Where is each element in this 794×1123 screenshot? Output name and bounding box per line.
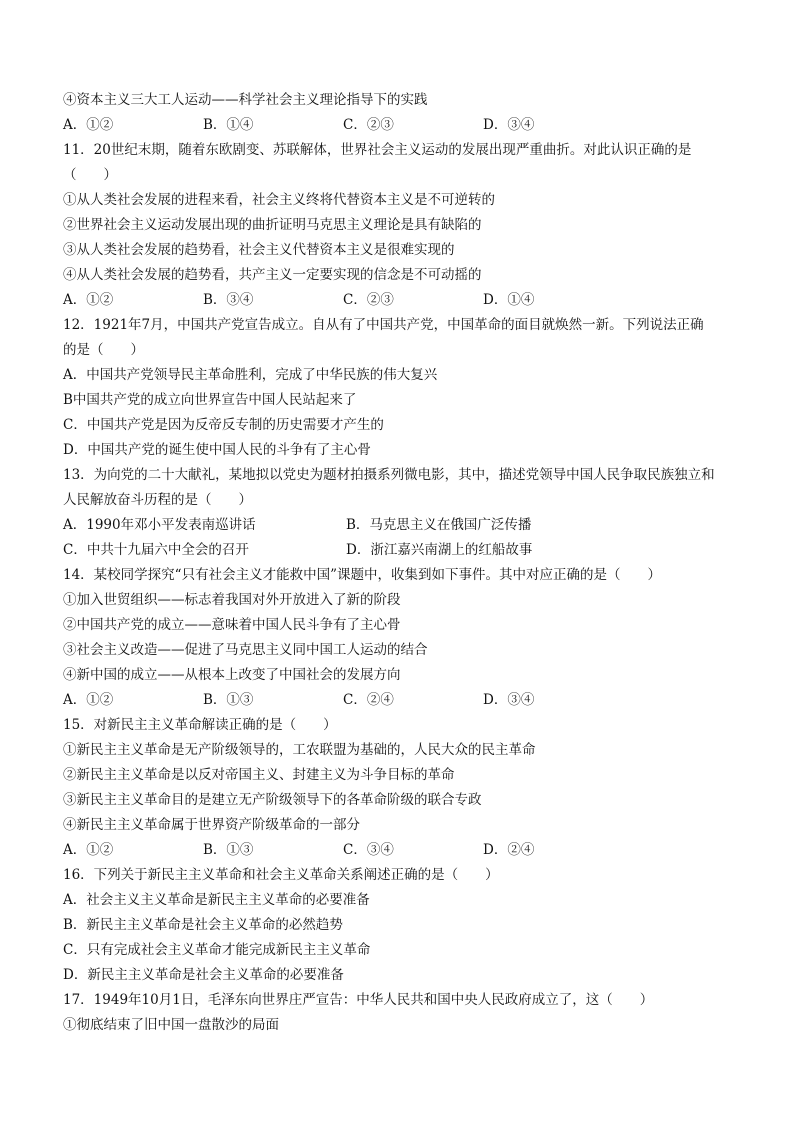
statement: ③社会主义改造——促进了马克思主义同中国工人运动的结合	[63, 642, 428, 658]
question-13: 13．为向党的二十大献礼，某地拟以党史为题材拍摄系列微电影，其中，描述党领导中国人民争取民族独立和	[63, 467, 715, 483]
question-12-cont: 的是（ ）	[63, 342, 144, 358]
option-d: D．③④	[483, 692, 535, 708]
option-a: A．中国共产党领导民主革命胜利，完成了中华民族的伟大复兴	[63, 367, 438, 383]
option-c: C．只有完成社会主义革命才能完成新民主主义革命	[63, 942, 371, 958]
option-b: B．③④	[203, 292, 254, 308]
answer-bracket: （ ）	[63, 167, 117, 183]
statement: ①彻底结束了旧中国一盘散沙的局面	[63, 1017, 279, 1033]
option-d: D．中国共产党的诞生使中国人民的斗争有了主心骨	[63, 442, 371, 458]
statement: ④新中国的成立——从根本上改变了中国社会的发展方向	[63, 667, 401, 683]
question-11: 11．20世纪末期，随着东欧剧变、苏联解体，世界社会主义运动的发展出现严重曲折。对此认识正确的是	[63, 142, 692, 158]
option-c: C．②④	[343, 692, 394, 708]
option-c: C．②③	[343, 117, 394, 133]
option-c: C．②③	[343, 292, 394, 308]
option-c: C．中国共产党是因为反帝反专制的历史需要才产生的	[63, 417, 384, 433]
option-d: D．②④	[483, 842, 535, 858]
statement: ②世界社会主义运动发展出现的曲折证明马克思主义理论是具有缺陷的	[63, 217, 482, 233]
statement: ③新民主主义革命目的是建立无产阶级领导下的各革命阶级的联合专政	[63, 792, 482, 808]
option-a: A．①②	[63, 292, 114, 308]
option-d: D．①④	[483, 292, 535, 308]
question-14: 14．某校同学探究“只有社会主义才能救中国”课题中，收集到如下事件。其中对应正确的是（ ）	[63, 567, 661, 583]
option-b: B．①③	[203, 692, 254, 708]
question-13-cont: 人民解放奋斗历程的是（ ）	[63, 492, 252, 508]
option-a: A．1990年邓小平发表南巡讲话	[63, 517, 256, 533]
statement: ④新民主主义革命属于世界资产阶级革命的一部分	[63, 817, 360, 833]
option-b: B．①③	[203, 842, 254, 858]
question-17: 17．1949年10月1日，毛泽东向世界庄严宣告：中华人民共和国中央人民政府成立了，这（ ）	[63, 992, 654, 1008]
option-c: C．中共十九届六中全会的召开	[63, 542, 249, 558]
statement: ②新民主主义革命是以反对帝国主义、封建主义为斗争目标的革命	[63, 767, 455, 783]
option-a: A．①②	[63, 692, 114, 708]
statement: ①加入世贸组织——标志着我国对外开放进入了新的阶段	[63, 592, 401, 608]
statement: ①从人类社会发展的进程来看，社会主义终将代替资本主义是不可逆转的	[63, 192, 495, 208]
option-d: D．③④	[483, 117, 535, 133]
option-b: B．马克思主义在俄国广泛传播	[346, 517, 532, 533]
text-line: ④资本主义三大工人运动——科学社会主义理论指导下的实践	[63, 92, 428, 108]
statement: ④从人类社会发展的趋势看，共产主义一定要实现的信念是不可动摇的	[63, 267, 482, 283]
option-a: A．①②	[63, 842, 114, 858]
question-12: 12．1921年7月，中国共产党宣告成立。自从有了中国共产党，中国革命的面目就焕然一新。下列说法正确	[63, 317, 704, 333]
option-d: D．浙江嘉兴南湖上的红船故事	[346, 542, 533, 558]
statement: ③从人类社会发展的趋势看，社会主义代替资本主义是很难实现的	[63, 242, 455, 258]
option-c: C．③④	[343, 842, 394, 858]
statement: ②中国共产党的成立——意味着中国人民斗争有了主心骨	[63, 617, 401, 633]
statement: ①新民主主义革命是无产阶级领导的，工农联盟为基础的，人民大众的民主革命	[63, 742, 536, 758]
option-b: B中国共产党的成立向世界宣告中国人民站起来了	[63, 392, 357, 408]
option-a: A．①②	[63, 117, 114, 133]
question-16: 16．下列关于新民主主义革命和社会主义革命关系阐述正确的是（ ）	[63, 867, 499, 883]
option-d: D．新民主主义革命是社会主义革命的必要准备	[63, 967, 344, 983]
option-b: B．新民主主义革命是社会主义革命的必然趋势	[63, 917, 343, 933]
option-b: B．①④	[203, 117, 254, 133]
option-a: A．社会主义主义革命是新民主主义革命的必要准备	[63, 892, 370, 908]
question-15: 15．对新民主主义革命解读正确的是（ ）	[63, 717, 337, 733]
